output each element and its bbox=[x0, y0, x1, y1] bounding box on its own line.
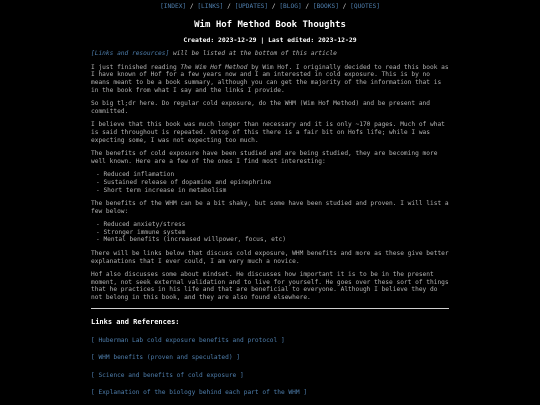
nav-separator: / bbox=[342, 3, 351, 10]
cold-benefits-list bbox=[91, 171, 449, 194]
list-item: - Reduced anxiety/stress bbox=[96, 221, 449, 229]
nav-link-updates[interactable]: [UPDATES] bbox=[234, 3, 269, 10]
nav-link-books[interactable]: [BOOKS] bbox=[312, 3, 339, 10]
links-note-text: will be listed at the bottom of this article bbox=[169, 50, 337, 58]
list-item: - Sustained release of dopamine and epinephrine bbox=[96, 179, 449, 187]
nav-separator: / bbox=[227, 3, 235, 10]
tldr-paragraph: So big tl;dr here. Do regular cold exposure, do the WHM (Wim Hof Method) and be present and committed. bbox=[91, 100, 430, 115]
reference-link-whm-biology[interactable]: [ Explanation of the biology behind each part of the WHM ] bbox=[91, 389, 308, 397]
reference-item bbox=[91, 372, 449, 380]
intro-paragraph bbox=[91, 64, 449, 94]
links-resources-link[interactable]: [Links and resources] bbox=[91, 50, 170, 58]
list-item: - Stronger immune system bbox=[96, 229, 449, 237]
book-title: The Wim Hof Method bbox=[180, 63, 248, 71]
nav-link-blog[interactable]: [BLOG] bbox=[279, 3, 302, 10]
nav-separator: / bbox=[305, 3, 313, 10]
list-item: - Mental benefits (increased willpower, focus, etc) bbox=[96, 236, 449, 244]
nav-link-links[interactable]: [LINKS] bbox=[197, 3, 224, 10]
reference-item bbox=[91, 337, 449, 345]
nav-separator: / bbox=[271, 3, 280, 10]
page-title: Wim Hof Method Book Thoughts bbox=[194, 19, 346, 30]
length-paragraph: I believe that this book was much longer than necessary and it is only ~170 pages. Much of what is said throughout is repeated. Ontop of this there is a fair bit on Hofs life; while I was expecting some, I was not expecting too much. bbox=[91, 121, 445, 144]
intro-text-a: I just finished reading bbox=[91, 63, 181, 71]
whm-benefits-intro: The benefits of the WHM can be a bit shaky, but some have been studied and proven. I will list a few below: bbox=[91, 200, 449, 215]
whm-benefits-list bbox=[91, 221, 449, 244]
reference-link-huberman[interactable]: [ Huberman Lab cold exposure benefits and protocol ] bbox=[91, 336, 285, 344]
reference-link-whm-benefits[interactable]: [ WHM benefits (proven and speculated) ] bbox=[91, 354, 241, 362]
date-meta: Created: 2023-12-29 | Last edited: 2023-12-29 bbox=[183, 35, 357, 44]
reference-item bbox=[91, 389, 449, 397]
reference-link-cold-science[interactable]: [ Science and benefits of cold exposure ] bbox=[91, 371, 244, 379]
links-heading: Links and References: bbox=[91, 317, 180, 326]
top-nav bbox=[91, 0, 449, 11]
links-below-paragraph: There will be links below that discuss cold exposure, WHM benefits and more as these give better explanations that I ever could, I am very much a novice. bbox=[91, 250, 449, 265]
nav-link-index[interactable]: [INDEX] bbox=[160, 3, 187, 10]
list-item: - Short term increase in metabolism bbox=[96, 187, 449, 195]
list-item: - Reduced inflamation bbox=[96, 171, 449, 179]
page-content bbox=[91, 0, 449, 397]
mindset-paragraph: Hof also discusses some about mindset. He discusses how important it is to be in the present moment, not seek external validation and to live for yourself. He goes over these sort of things that he practices in his life and that are beneficial to everyone. Although I believe they do not belong in this book, and they are also found elsewhere. bbox=[91, 271, 449, 302]
nav-separator: / bbox=[189, 3, 198, 10]
reference-item bbox=[91, 354, 449, 362]
cold-benefits-intro: The benefits of cold exposure have been studied and are being studied, they are becoming more well known. Here are a few of the ones I find most interesting: bbox=[91, 150, 438, 165]
nav-link-quotes[interactable]: [QUOTES] bbox=[350, 3, 380, 10]
divider bbox=[91, 308, 449, 309]
links-note bbox=[91, 50, 449, 58]
intro-text-b: by Wim Hof. I originally decided to read this book as I have known of Hof for a few years now and I am interested in cold exposure. This is by no means meant to be a book summary, although you can get the majority of the information that is in the book from what I say and the links I provide. bbox=[91, 63, 449, 94]
